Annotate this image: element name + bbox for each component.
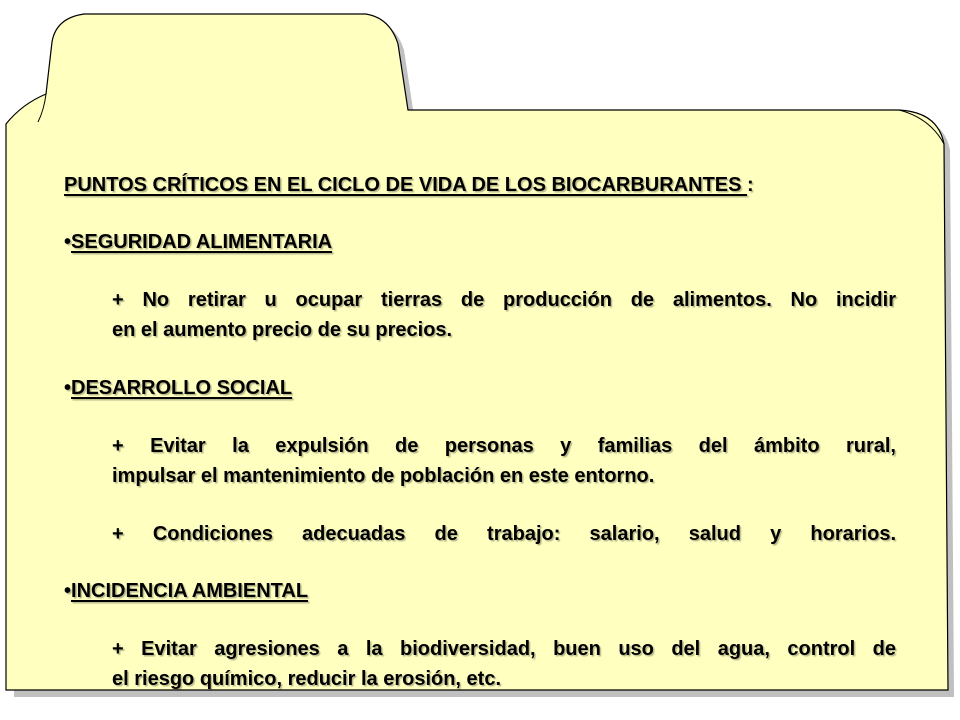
item-line: + Condiciones adecuadas de trabajo: salario, salud y horarios.: [112, 523, 896, 545]
list-item: [112, 431, 896, 462]
item-line: el riesgo químico, reducir la erosión, etc.: [112, 668, 502, 690]
list-item: [112, 519, 896, 550]
section-heading-desarrollo: [64, 373, 292, 404]
title-colon: :: [747, 174, 754, 196]
item-line: en el aumento precio de su precios.: [112, 319, 453, 341]
section-heading-text: INCIDENCIA AMBIENTAL: [71, 580, 309, 602]
list-item-continuation: [112, 461, 654, 492]
section-heading-text: DESARROLLO SOCIAL: [71, 377, 293, 399]
section-heading-seguridad: [64, 227, 332, 258]
section-heading-incidencia: [64, 576, 308, 607]
page-title: [64, 170, 754, 201]
list-item-continuation: [112, 315, 452, 346]
list-item: [112, 634, 896, 665]
item-line: + No retirar u ocupar tierras de producción de alimentos. No incidir: [112, 289, 896, 311]
list-item-continuation: [112, 664, 501, 695]
item-line: + Evitar la expulsión de personas y familias del ámbito rural,: [112, 435, 896, 457]
list-item: [112, 285, 896, 316]
bullet-glyph: •: [64, 231, 72, 253]
bullet-glyph: •: [64, 377, 72, 399]
title-text: PUNTOS CRÍTICOS EN EL CICLO DE VIDA DE LOS BIOCARBURANTES: [64, 174, 748, 196]
item-line: + Evitar agresiones a la biodiversidad, buen uso del agua, control de: [112, 638, 896, 660]
section-heading-text: SEGURIDAD ALIMENTARIA: [71, 231, 333, 253]
bullet-glyph: •: [64, 580, 72, 602]
item-line: impulsar el mantenimiento de población en este entorno.: [112, 465, 655, 487]
